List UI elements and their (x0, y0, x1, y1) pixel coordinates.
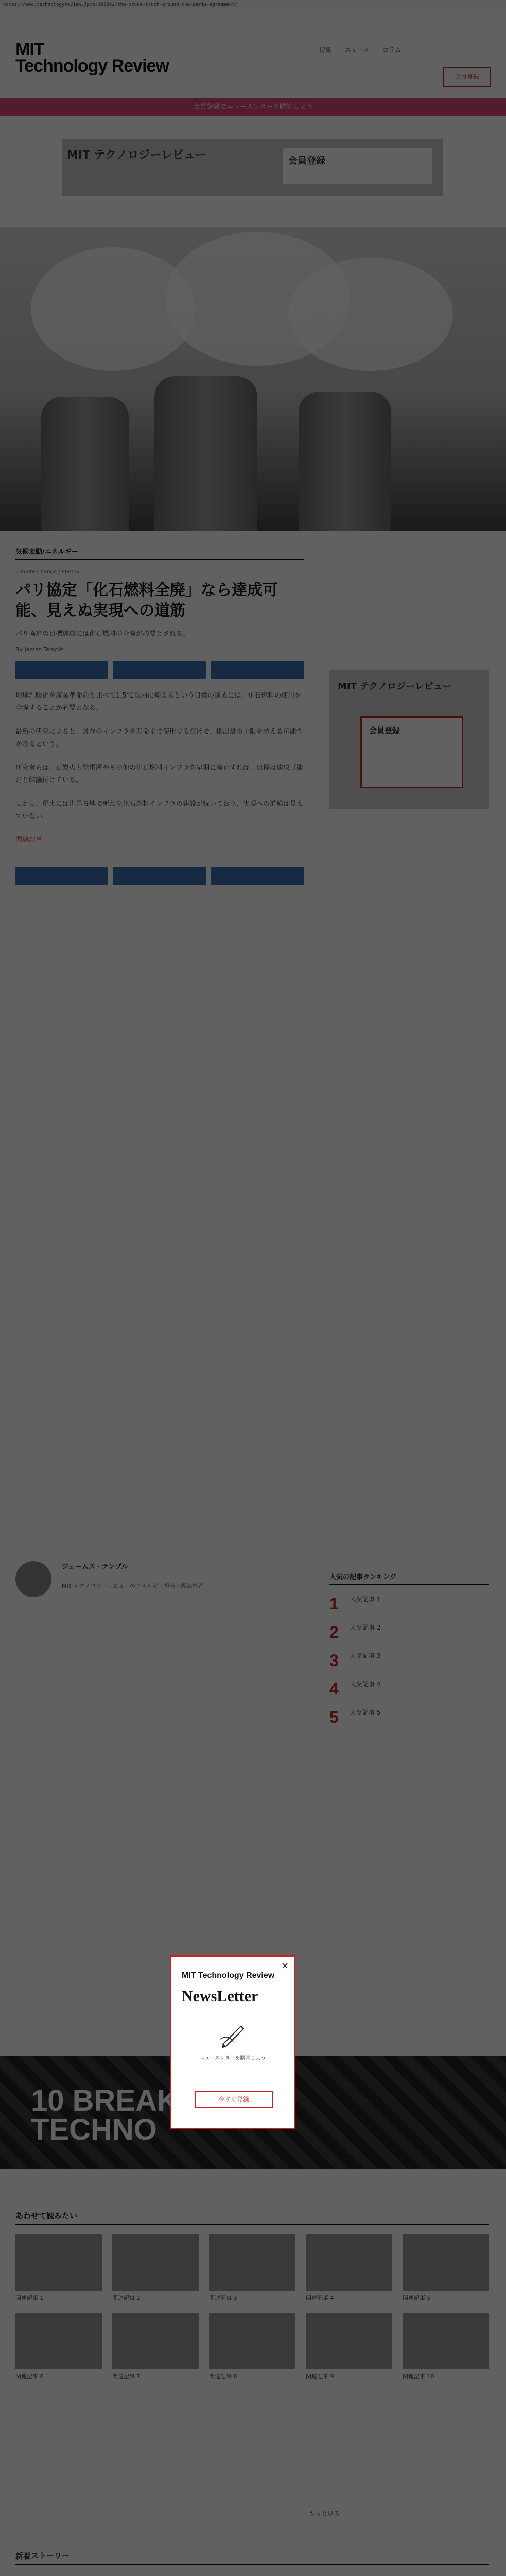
pen-icon (218, 2019, 249, 2049)
modal-title: NewsLetter (182, 1988, 258, 2005)
modal-logo: MIT Technology Review (182, 1971, 275, 1980)
modal-text: ニュースレターを購読しよう (199, 2056, 266, 2061)
newsletter-modal (171, 1957, 294, 2128)
modal-subscribe-button[interactable]: 今すぐ登録 (195, 2091, 273, 2108)
close-icon[interactable]: ✕ (281, 1961, 289, 1972)
